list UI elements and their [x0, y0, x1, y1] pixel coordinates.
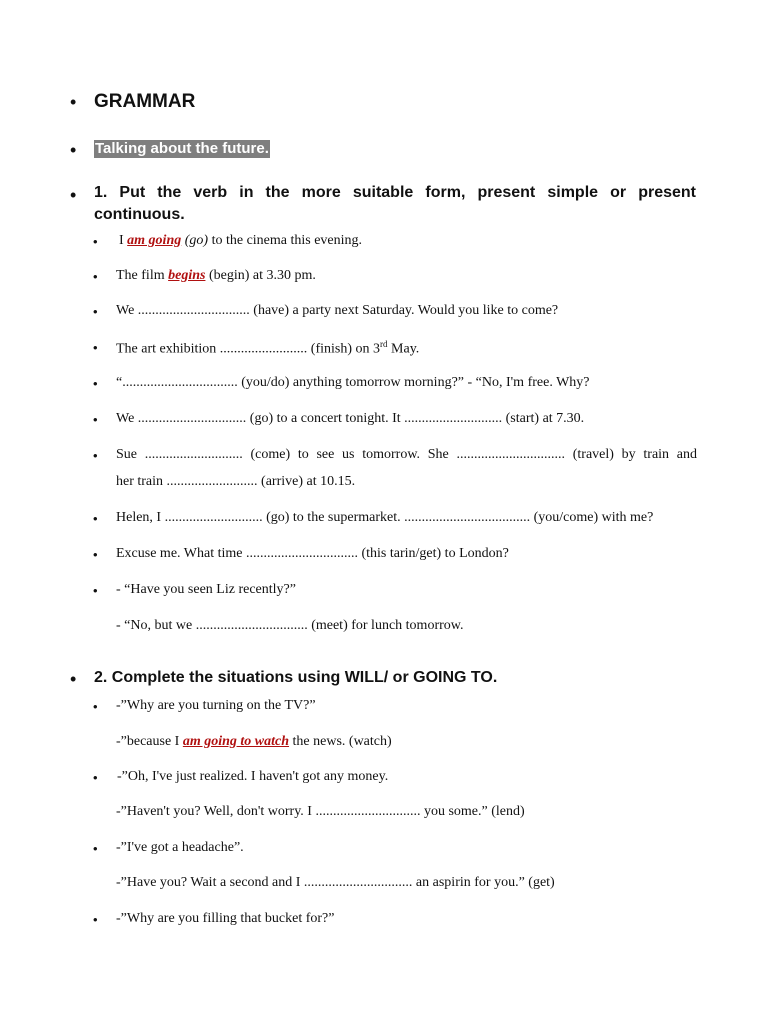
item-bullet: • [93, 448, 98, 463]
subheading: Talking about the future. [95, 140, 269, 157]
item-bullet: • [93, 770, 98, 785]
exercise-item-2: The film begins (begin) at 3.30 pm. [116, 268, 316, 283]
situation-1-line2: -”because I am going to watch the news. (watch) [116, 734, 392, 749]
exercise-item-4: The art exhibition ......................... (finish) on 3rd May. [116, 339, 420, 357]
exercise-item-6: We ............................... (go) to a concert tonight. It ............................ (start) at 7.30. [116, 411, 585, 426]
exercise-item-10-line1: - “Have you seen Liz recently?” [116, 582, 296, 597]
situation-3-line1: -”I've got a headache”. [116, 840, 244, 855]
subheading-bullet: • [70, 140, 77, 160]
item-bullet: • [93, 234, 98, 249]
situation-3-line2: -”Have you? Wait a second and I ............................... an aspirin for you.” (get) [116, 875, 555, 890]
section1-bullet: • [70, 185, 77, 205]
item-bullet: • [93, 511, 98, 526]
exercise-item-5: “................................. (you/do) anything tomorrow morning?” - “No, I'm free. Why? [116, 375, 590, 390]
section1-title-line1: 1. Put the verb in the more suitable form, present simple or present [94, 184, 696, 201]
situation-1-line1: -”Why are you turning on the TV?” [116, 698, 316, 713]
exercise-item-7-line1: Sue ............................ (come) to see us tomorrow. She ............................... (travel) by train and [116, 447, 697, 462]
item-bullet: • [93, 412, 98, 427]
section2-bullet: • [70, 669, 77, 689]
item-bullet: • [93, 841, 98, 856]
situation-2-line1: -”Oh, I've just realized. I haven't got any money. [117, 769, 389, 784]
section2-title: 2. Complete the situations using WILL/ or GOING TO. [94, 669, 498, 686]
item-bullet: • [93, 269, 98, 284]
exercise-item-7-line2: her train .......................... (arrive) at 10.15. [116, 474, 356, 489]
situation-4-line1: -”Why are you filling that bucket for?” [116, 911, 335, 926]
item-bullet: • [93, 547, 98, 562]
answer-text: begins [168, 268, 206, 283]
heading-bullet: • [70, 92, 77, 112]
exercise-item-1: I am going (go) to the cinema this evening. [119, 233, 363, 248]
section1-title-line2: continuous. [94, 206, 185, 223]
answer-text: am going to watch [182, 734, 290, 749]
exercise-item-10-line2: - “No, but we ................................ (meet) for lunch tomorrow. [116, 618, 464, 633]
item-bullet: • [93, 699, 98, 714]
answer-text: am going [127, 233, 182, 248]
item-bullet: • [93, 376, 98, 391]
page-heading: GRAMMAR [94, 91, 196, 112]
exercise-item-8: Helen, I ............................ (go) to the supermarket. .................................... (you/come) with me? [116, 510, 654, 525]
item-bullet: • [93, 340, 98, 355]
item-bullet: • [93, 583, 98, 598]
exercise-item-3: We ................................ (have) a party next Saturday. Would you like to come? [116, 303, 559, 318]
exercise-item-9: Excuse me. What time ................................ (this tarin/get) to London? [116, 546, 509, 561]
item-bullet: • [93, 912, 98, 927]
item-bullet: • [93, 304, 98, 319]
situation-2-line2: -”Haven't you? Well, don't worry. I .............................. you some.” (lend) [116, 804, 525, 819]
